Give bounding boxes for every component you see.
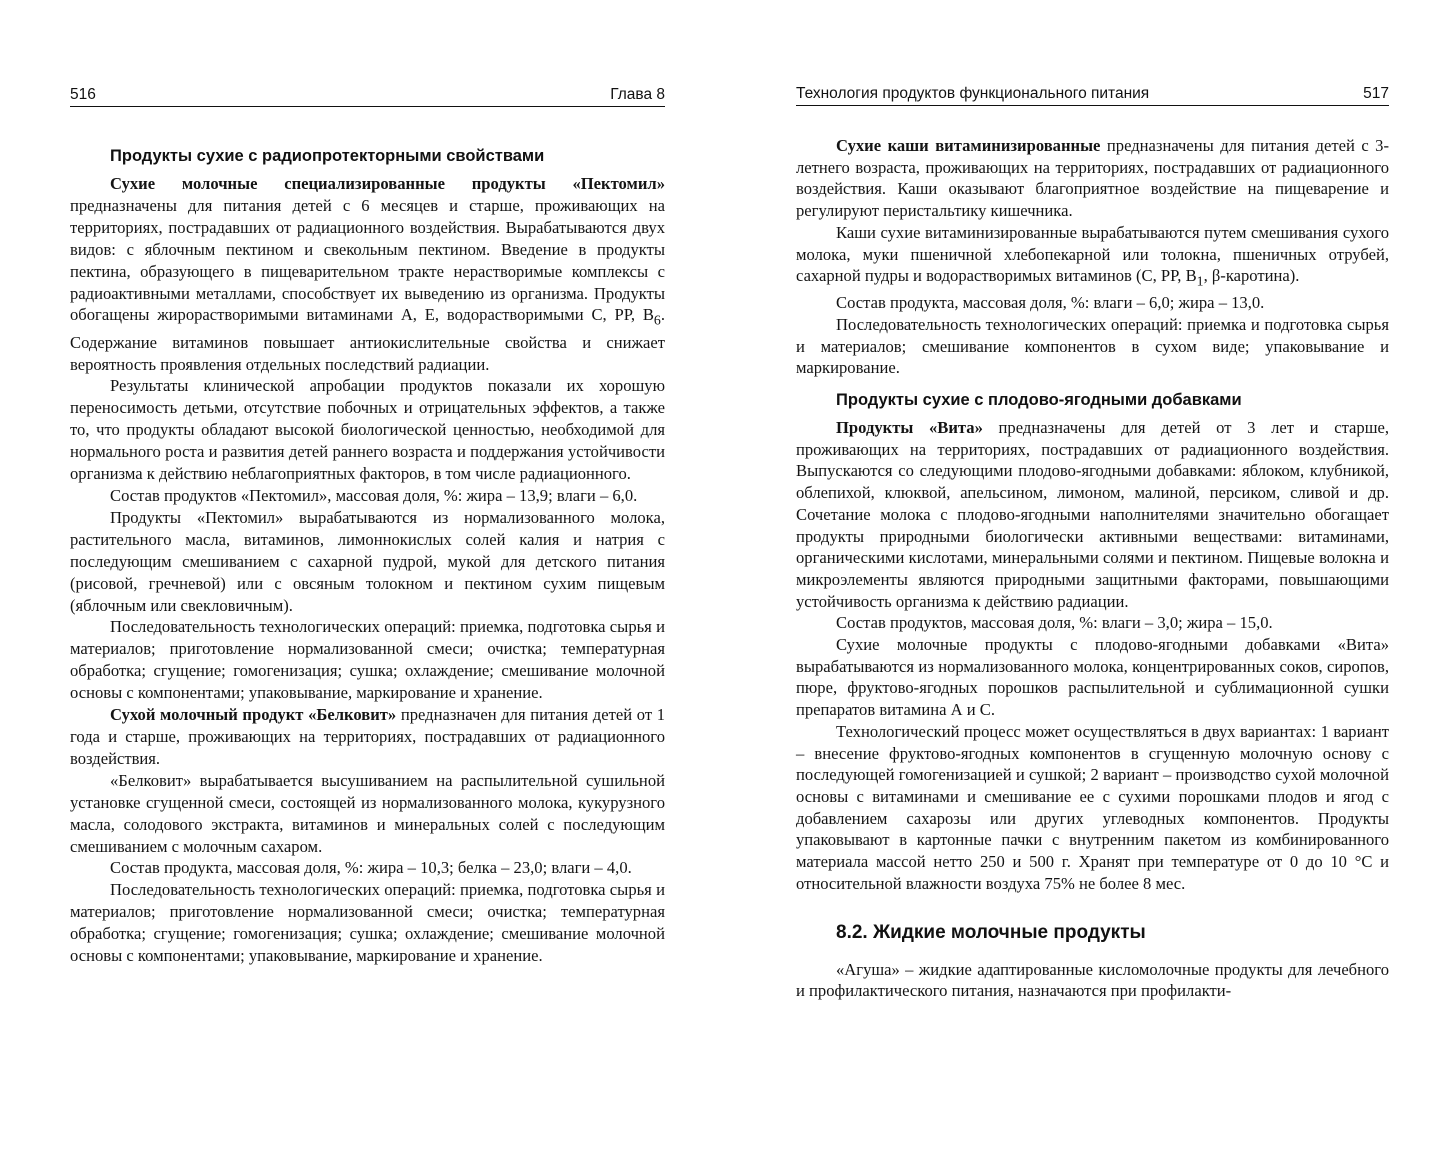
subheading: Продукты сухие с радиопротекторными свойствами xyxy=(110,147,545,165)
paragraph-text: Каши сухие витаминизированные вырабатываются путем смешивания сухого молока, муки пшеничной хлебопекарной или толокна, пшеничных отрубей, сахарной пудры и водорастворимых витаминов (С, РР, В xyxy=(796,222,1389,286)
subscript: 6 xyxy=(653,312,661,328)
paragraph: Последовательность технологических операций: приемка, подготовка сырья и материалов; приготовление нормализованной смеси; очистка; температурная обработка; сгущение; гомогенизация; сушка; охлаждение; смешивание молочной основы с компонентами; упаковывание, маркирование и хранение. xyxy=(70,617,665,703)
paragraph-text: предназначены для питания детей с 6 месяцев и старше, проживающих на территориях, пострадавших от радиационного воздействия. Вырабатываются двух видов: с яблочным пектином и свекольным пектином. Введение в продукты пектина, образующего в пищеварительном тракте нерастворимые комплексы с радиоактивными металлами, способствует их выведению из организма. Продукты обогащены жирорастворимыми витаминами А, Е, водорастворимыми С, РР, В xyxy=(70,195,665,325)
paragraph-lead: Сухие каши витаминизированные xyxy=(836,136,1101,155)
paragraph: Результаты клинической апробации продуктов показали их хорошую переносимость детьми, отсутствие побочных и отрицательных эффектов, а также то, что продукты обладают высокой биологической ценностью, необходимой для нормального роста и развития детей раннего возраста и поддержания устойчивости организма к действию неблагоприятных факторов, в том числе радиационного. xyxy=(70,376,665,484)
left-page-header xyxy=(70,82,665,107)
paragraph-text: предназначен для питания детей от 1 года и старше, проживающих на территориях, пострадавших от радиационного воздействия. xyxy=(70,705,666,768)
paragraph-lead: Сухие молочные специализированные продукты «Пектомил» xyxy=(110,174,665,193)
subheading: Продукты сухие с плодово-ягодными добавками xyxy=(836,391,1242,410)
right-page xyxy=(796,0,1389,1162)
paragraph: Состав продуктов, массовая доля, %: влаги – 3,0; жира – 15,0. xyxy=(836,613,1273,633)
left-page xyxy=(70,0,665,1162)
paragraph-lead: Сухой молочный продукт «Белковит» xyxy=(110,705,397,725)
running-title: Глава 8 xyxy=(610,86,665,103)
paragraph: Технологический процесс может осуществляться в двух вариантах: 1 вариант – внесение фруктово-ягодных компонентов в сгущенную молочную основу с последующей гомогенизацией и сушкой; 2 вариант – производство сухой молочной основы с витаминами и смешивание ее с сухими порошками плодов и ягод с добавлением сахарозы или других углеводных компонентов. Продукты упаковывают в картонные пачки с внутренним пакетом из комбинированного материала массой нетто 250 и 500 г. Хранят при температуре от 0 до 10 °С и относительной влажности воздуха 75% не более 8 мес. xyxy=(796,721,1389,893)
left-page-body xyxy=(70,145,665,967)
paragraph: Последовательность технологических операций: приемка и подготовка сырья и материалов; смешивание компонентов в сухом виде; упаковывание и маркирование. xyxy=(796,314,1389,378)
subscript: 1 xyxy=(1196,273,1204,289)
paragraph: «Агуша» – жидкие адаптированные кисломолочные продукты для лечебного и профилактического питания, назначаются при профилакти- xyxy=(796,959,1389,1001)
paragraph: «Белковит» вырабатывается высушиванием на распылительной сушильной установке сгущенной смеси, состоящей из нормализованного молока, кукурузного масла, солодового экстракта, витаминов и минеральных солей с последующим смешиванием с молочным сахаром. xyxy=(70,770,665,856)
page-number: 517 xyxy=(1363,85,1389,102)
right-page-body xyxy=(796,135,1389,1002)
paragraph xyxy=(796,222,1389,292)
paragraph-text: , β-каротина). xyxy=(1203,266,1300,286)
paragraph: Состав продукта, массовая доля, %: жира – 10,3; белка – 23,0; влаги – 4,0. xyxy=(110,858,632,878)
paragraph-text: предназначены для детей от 3 лет и старше, проживающих на территориях, пострадавших от радиационного воздействия. Выпускаются со следующими плодово-ягодными добавками: яблоком, клубникой, облепихой, клюквой, апельсином, лимоном, малиной, персиком, сливой и др. Сочетание молока с плодово-ягодными наполнителями значительно обогащает продукты природными биологически активными веществами: витаминами, органическими кислотами, минеральными солями и пектином. Пищевые волокна и микроэлементы являются природными защитными факторами, повышающими устойчивость организма к действию радиации. xyxy=(796,418,1389,611)
paragraph-text: предназначены для питания детей с 3-летнего возраста, проживающих на территориях, пострадавших от радиационного воздействия. Каши оказывают благоприятное воздействие на пищеварение и регулируют перистальтику кишечника. xyxy=(796,136,1389,221)
paragraph-lead: Продукты «Вита» xyxy=(836,418,983,438)
paragraph xyxy=(70,704,665,770)
right-page-header xyxy=(796,81,1389,106)
paragraph: Продукты «Пектомил» вырабатываются из нормализованного молока, растительного масла, витаминов, лимоннокислых солей калия и натрия с последующим смешиванием с сахарной пудрой, мукой для детского питания (рисовой, гречневой) или с овсяным толокном и пектином сухим пищевым (яблочным или свекловичным). xyxy=(70,507,665,615)
section-heading: 8.2. Жидкие молочные продукты xyxy=(836,921,1146,943)
running-title: Технология продуктов функционального питания xyxy=(796,85,1150,102)
paragraph xyxy=(796,417,1389,612)
paragraph-text: . Содержание витаминов повышает антиокислительные свойства и снижает вероятность проявления отдельных последствий радиации. xyxy=(70,305,665,374)
paragraph: Состав продукта, массовая доля, %: влаги – 6,0; жира – 13,0. xyxy=(836,293,1265,313)
paragraph: Последовательность технологических операций: приемка, подготовка сырья и материалов; приготовление нормализованной смеси; очистка; температурная обработка; сгущение; гомогенизация; сушка; охлаждение; смешивание молочной основы с компонентами; упаковывание, маркирование и хранение. xyxy=(70,880,665,966)
paragraph xyxy=(70,173,665,375)
page-number: 516 xyxy=(70,86,96,103)
paragraph: Состав продуктов «Пектомил», массовая доля, %: жира – 13,9; влаги – 6,0. xyxy=(110,486,638,505)
paragraph: Сухие молочные продукты с плодово-ягодными добавками «Вита» вырабатываются из нормализованного молока, концентрированных соков, сиропов, пюре, фруктово-ягодных порошков распылительной и сублимационной сушки препаратов витамина А и С. xyxy=(796,635,1389,720)
paragraph xyxy=(796,135,1389,222)
